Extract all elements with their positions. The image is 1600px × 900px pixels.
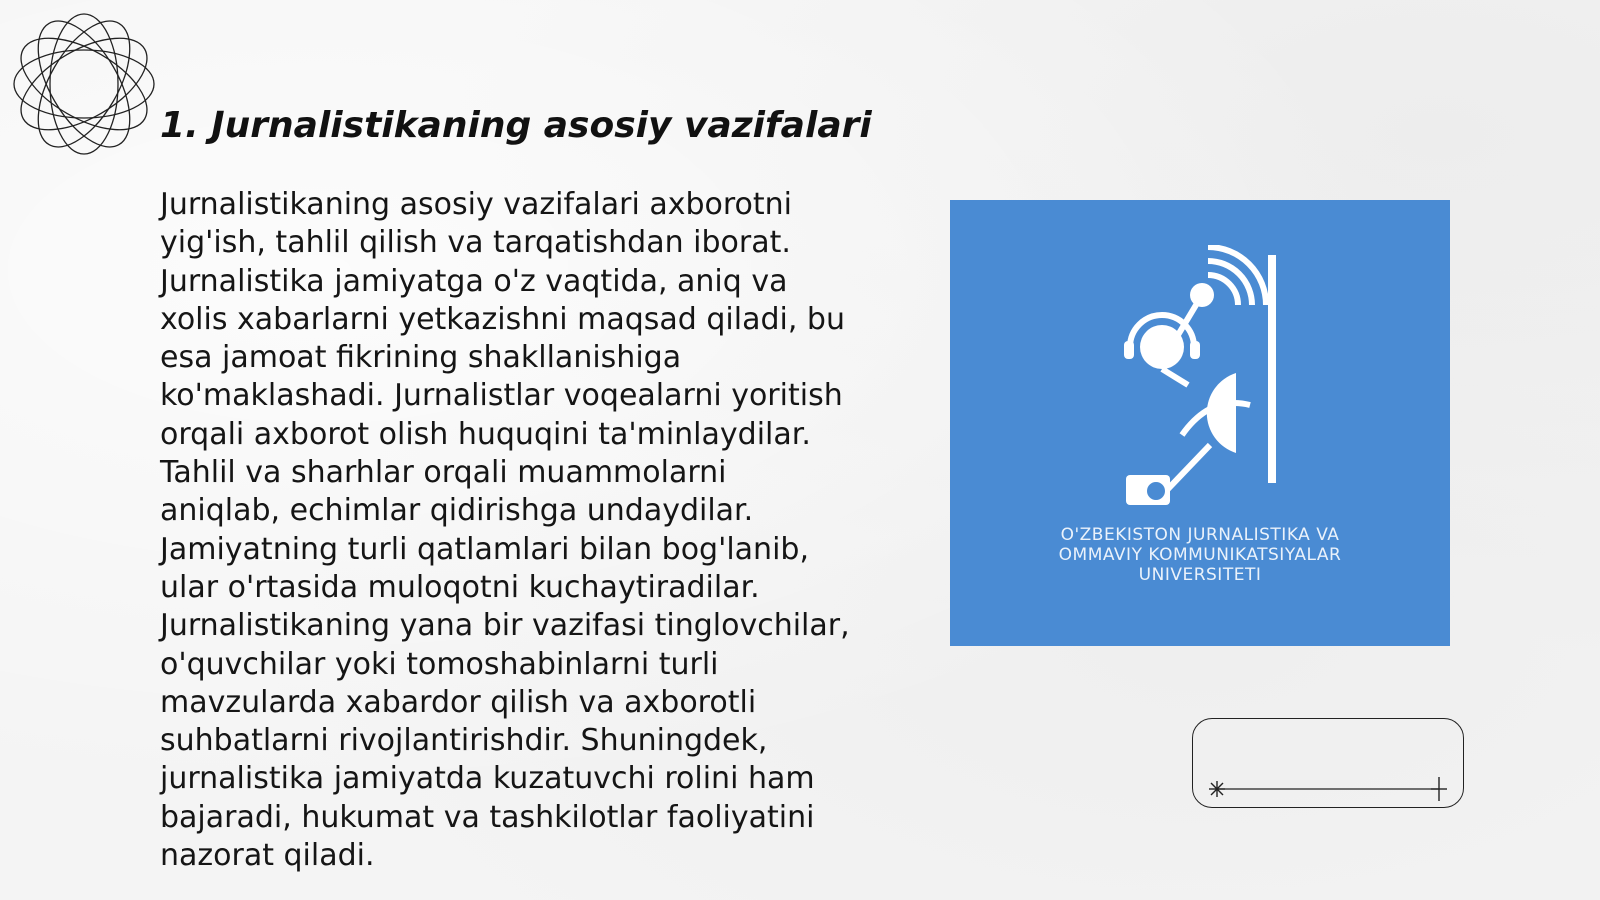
university-name-line-2: OMMAVIY KOMMUNIKATSIYALAR <box>1058 545 1342 565</box>
university-name-line-3: UNIVERSITETI <box>1138 565 1262 585</box>
slide-title: 1. Jurnalistikaning asosiy vazifalari <box>160 105 872 146</box>
university-name-line-1: O'ZBEKISTON JURNALISTIKA VA <box>1060 525 1340 545</box>
slide-body-text: Jurnalistikaning asosiy vazifalari axborotni yig'ish, tahlil qilish va tarqatishdan iborat. Jurnalistika jamiyatga o'z vaqtida, aniq va xolis xabarlarni yetkazishni maqsad qiladi, bu esa jamoat fikrining shakllanishiga ko'maklashadi. Jurnalistlar voqealarni yoritish orqali axborot olish huquqini ta'minlaydilar. Tahlil va sharhlar orqali muammolarni aniqlab, echimlar qidirishga undaydilar. Jamiyatning turli qatlamlari bilan bog'lanib, ular o'rtasida muloqotni kuchaytiradilar. Jurnalistikaning yana bir vazifasi tinglovchilar, o'quvchilar yoki tomoshabinlarni turli mavzularda xabardor qilish va axborotli suhbatlarni rivojlantirishdir. Shuningdek, jurnalistika jamiyatda kuzatuvchi rolini ham bajaradi, hukumat va tashkilotlar faoliyatini nazorat qiladi. <box>160 187 850 874</box>
decorative-frame <box>1192 718 1464 808</box>
journalism-emblem-icon <box>1100 245 1300 515</box>
university-name <box>950 525 1450 585</box>
orbit-rings-icon <box>10 10 158 158</box>
line-with-stars-icon <box>1193 719 1465 809</box>
university-logo <box>950 200 1450 646</box>
